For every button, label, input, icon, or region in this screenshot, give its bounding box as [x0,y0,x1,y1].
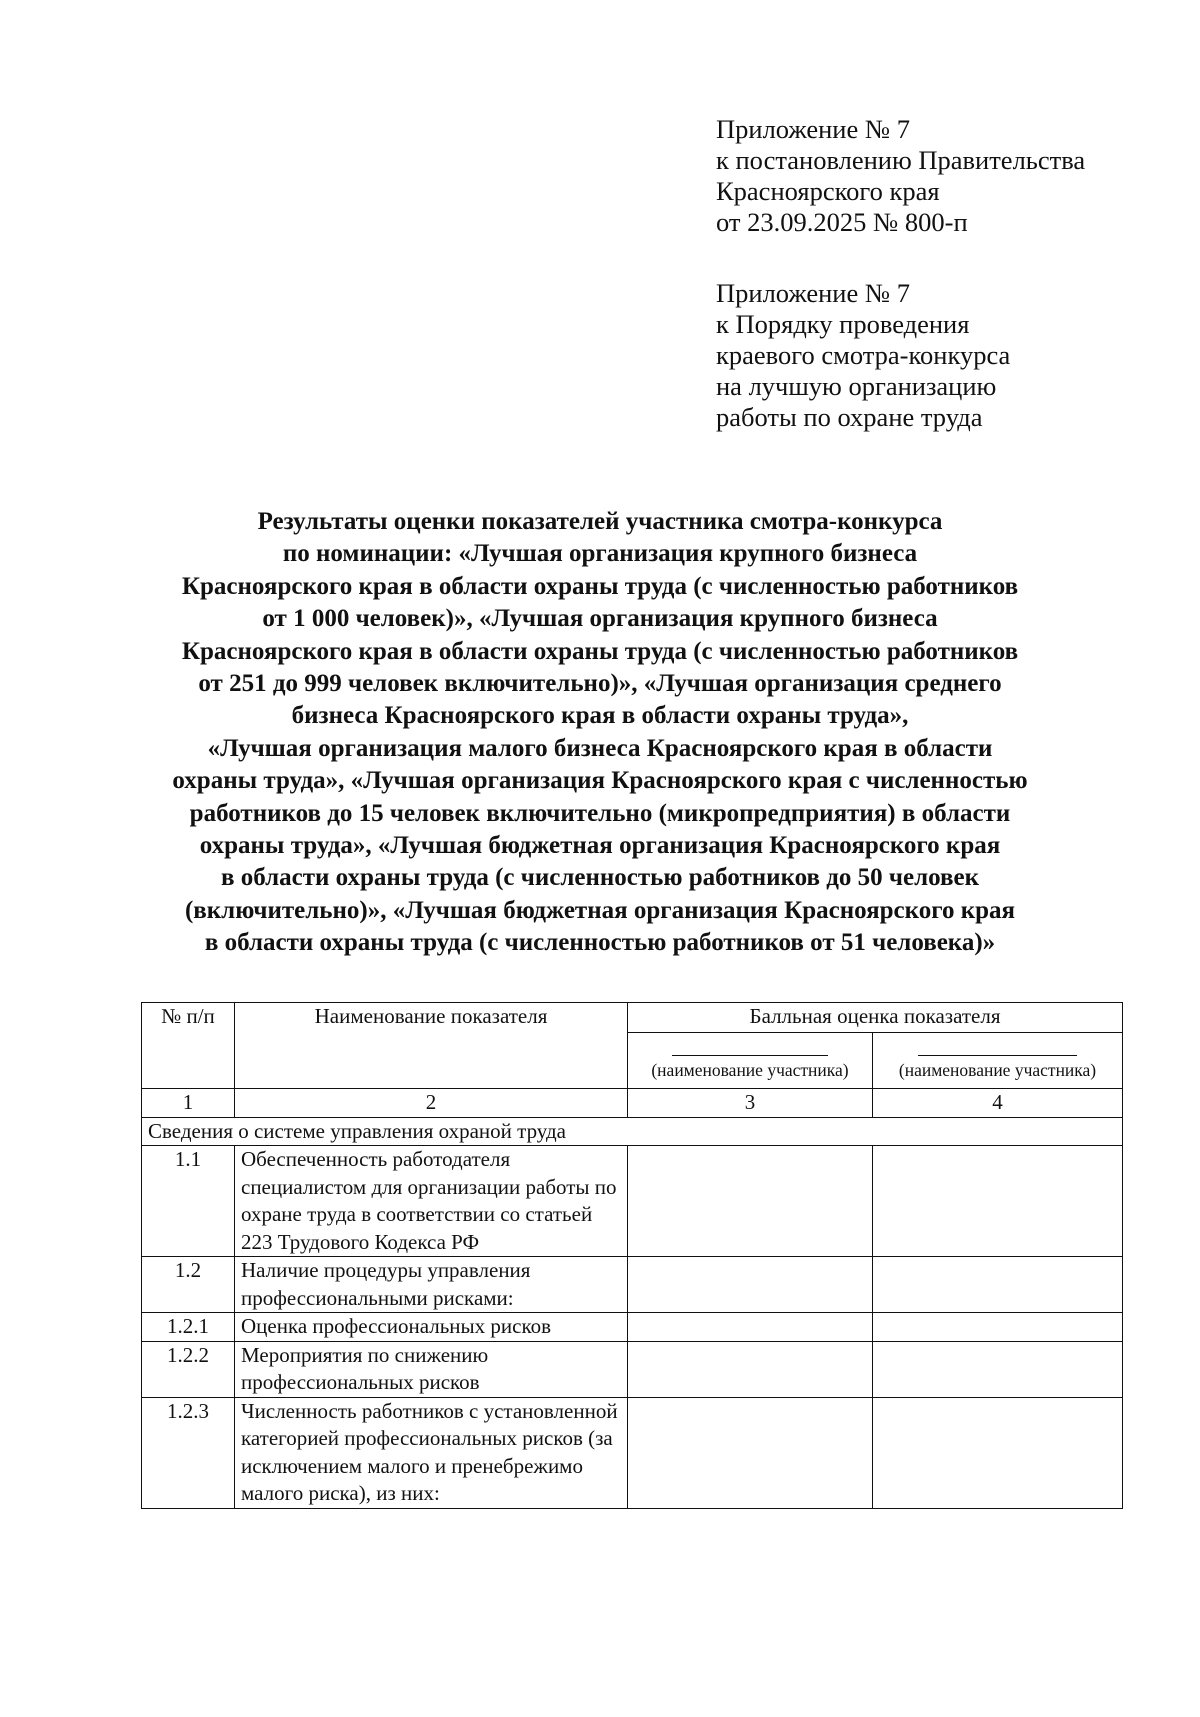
table-header-row [142,1003,1123,1033]
row-name: Численность работников с установленной категорией профессиональных рисков (за исключением малого и пренебрежимо малого риска), из них: [235,1397,628,1508]
document-title [100,506,1100,960]
appendix-line: работы по охране труда [716,402,983,432]
row-num: 1.1 [142,1146,235,1257]
title-line: работников до 15 человек включительно (микропредприятия) в области [189,799,1011,827]
score-cell [873,1313,1123,1342]
score-cell [873,1397,1123,1508]
header-participant-2 [873,1033,1123,1089]
score-cell [873,1146,1123,1257]
title-line: в области охраны труда (с численностью работников до 50 человек [220,864,980,892]
participant-label: (наименование участника) [898,1060,1097,1080]
score-cell [873,1257,1123,1313]
appendix-header-block [716,114,1085,238]
title-line: бизнеса Красноярского края в области охраны труда», [291,702,909,730]
appendix-line: к Порядку проведения [716,309,970,339]
title-line: Красноярского края в области охраны труда (с численностью работников [181,572,1019,600]
title-line: Красноярского края в области охраны труда (с численностью работников [181,637,1019,665]
appendix-line: Красноярского края [716,176,940,206]
header-participant-1 [628,1033,873,1089]
score-cell [628,1146,873,1257]
appendix-line: краевого смотра-конкурса [716,340,1011,370]
row-num: 1.2 [142,1257,235,1313]
title-line: охраны труда», «Лучшая организация Красноярского края с численностью [172,767,1028,795]
participant-blank-line [918,1055,1077,1056]
table-row [142,1257,1123,1313]
col-number: 4 [873,1089,1123,1118]
section-row [142,1117,1123,1146]
title-line: от 251 до 999 человек включительно)», «Лучшая организация среднего [198,670,1002,698]
title-line: от 1 000 человек)», «Лучшая организация крупного бизнеса [262,605,938,633]
title-line: Результаты оценки показателей участника смотра-конкурса [257,508,943,535]
appendix-line: на лучшую организацию [716,371,997,401]
row-num: 1.2.1 [142,1313,235,1342]
col-number: 3 [628,1089,873,1118]
score-cell [628,1397,873,1508]
indicator-table [141,1002,1123,1509]
title-line: (включительно)», «Лучшая бюджетная организация Красноярского края [184,896,1016,924]
score-cell [873,1341,1123,1397]
score-cell [628,1313,873,1342]
table-row [142,1146,1123,1257]
row-name: Оценка профессиональных рисков [235,1313,628,1342]
row-name: Мероприятия по снижению профессиональных рисков [235,1341,628,1397]
col-number: 1 [142,1089,235,1118]
row-num: 1.2.2 [142,1341,235,1397]
appendix-line: Приложение № 7 [716,114,911,144]
score-cell [628,1341,873,1397]
participant-label: (наименование участника) [651,1060,849,1080]
header-num: № п/п [142,1003,235,1089]
score-cell [628,1257,873,1313]
header-name: Наименование показателя [235,1003,628,1089]
row-name: Обеспеченность работодателя специалистом для организации работы по охране труда в соответствии со статьей 223 Трудового Кодекса РФ [235,1146,628,1257]
col-number: 2 [235,1089,628,1118]
table-row [142,1397,1123,1508]
title-line: по номинации: «Лучшая организация крупного бизнеса [282,540,918,568]
row-name: Наличие процедуры управления профессиональными рисками: [235,1257,628,1313]
row-num: 1.2.3 [142,1397,235,1508]
title-line: «Лучшая организация малого бизнеса Красноярского края в области [207,734,993,762]
appendix-procedure-block [716,278,1010,433]
header-score: Балльная оценка показателя [628,1003,1123,1033]
title-line: охраны труда», «Лучшая бюджетная организация Красноярского края [199,832,1001,860]
section-title: Сведения о системе управления охраной труда [142,1117,1123,1146]
appendix-line: к постановлению Правительства [716,145,1086,175]
appendix-line: от 23.09.2025 № 800-п [716,207,968,237]
participant-blank-line [672,1055,828,1056]
table-row [142,1341,1123,1397]
column-number-row [142,1089,1123,1118]
title-line: в области охраны труда (с численностью работников от 51 человека)» [204,929,996,957]
table-row [142,1313,1123,1342]
appendix-line: Приложение № 7 [716,278,911,308]
